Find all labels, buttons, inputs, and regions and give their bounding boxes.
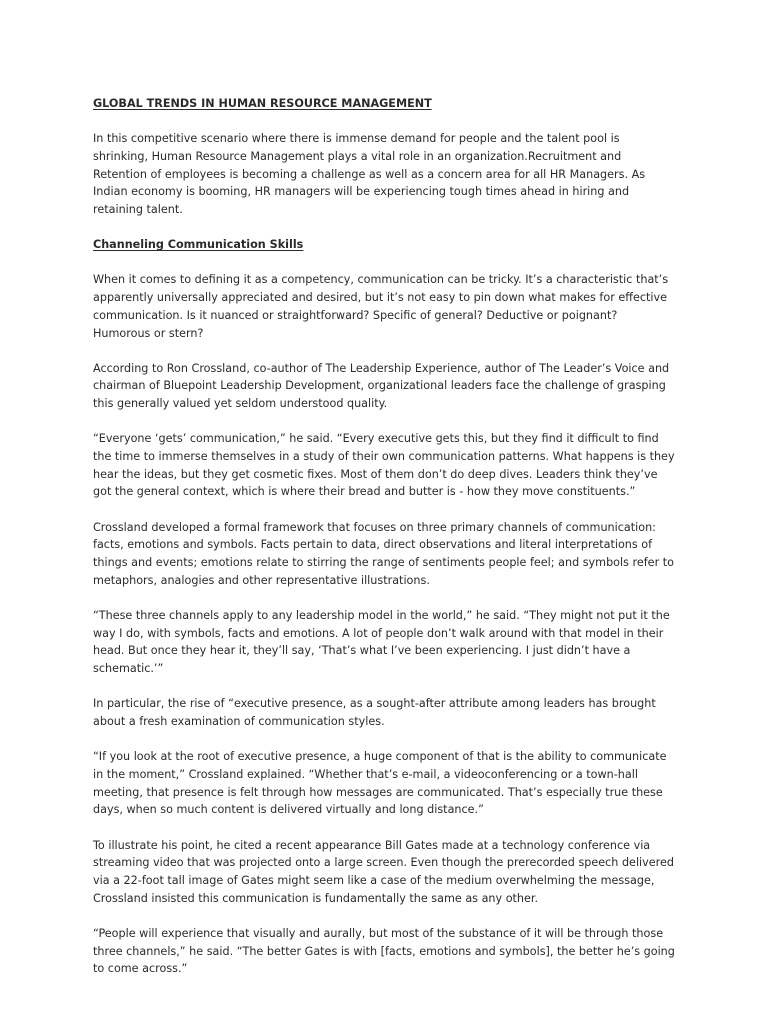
paragraph-9: “People will experience that visually and aurally, but most of the substance of it will be through those three channels,” he said. “The better Gates is with [facts, emotions and symbols], the better he’s going to come across.” (93, 926, 675, 976)
intro-paragraph: In this competitive scenario where there is immense demand for people and the talent pool is shrinking, Human Resource Management plays a vital role in an organization.Recruitment and Retention of employees is becoming a challenge as well as a concern area for all HR Managers. As Indian economy is booming, HR managers will be experiencing tough times ahead in hiring and retaining talent. (93, 132, 646, 217)
section-heading: Channeling Communication Skills (93, 238, 304, 252)
paragraph-6: In particular, the rise of “executive presence, as a sought-after attribute among leaders has brought about a fresh examination of communication styles. (93, 697, 656, 728)
paragraph-2: According to Ron Crossland, co-author of The Leadership Experience, author of The Leader’s Voice and chairman of Bluepoint Leadership Development, organizational leaders face the challenge of grasping this generally valued yet seldom understood quality. (93, 361, 670, 411)
paragraph-5: “These three channels apply to any leadership model in the world,” he said. “They might not put it the way I do, with symbols, facts and emotions. A lot of people don’t walk around with that model in their head. But once they hear it, they’ll say, ‘That’s what I’ve been experiencing. I just didn’t have a schematic.’” (93, 608, 670, 676)
paragraph-7: “If you look at the root of executive presence, a huge component of that is the ability to communicate in the moment,” Crossland explained. “Whether that’s e-mail, a videoconferencing or a town-hall meeting, that presence is felt through how messages are communicated. That’s especially true these days, when so much content is delivered virtually and long distance.” (93, 750, 667, 817)
document-title: GLOBAL TRENDS IN HUMAN RESOURCE MANAGEMENT (93, 97, 432, 110)
paragraph-8: To illustrate his point, he cited a recent appearance Bill Gates made at a technology conference via streaming video that was projected onto a large screen. Even though the prerecorded speech delivered via a 22-foot tall image of Gates might seem like a case of the medium overwhelming the message, Crossland insisted this communication is fundamentally the same as any other. (93, 838, 674, 905)
paragraph-3: “Everyone ‘gets’ communication,” he said. “Every executive gets this, but they find it difficult to find the time to immerse themselves in a study of their own communication patterns. What happens is they hear the ideas, but they get cosmetic fixes. Most of them don’t do deep dives. Leaders think they’ve got the general context, which is where their bread and butter is - how they move constituents.” (93, 432, 675, 499)
paragraph-4: Crossland developed a formal framework that focuses on three primary channels of communication: facts, emotions and symbols. Facts pertain to data, direct observations and literal interpretations of things and events; emotions relate to stirring the range of sentiments people feel; and symbols refer to metaphors, analogies and other representative illustrations. (93, 520, 674, 587)
paragraph-1: When it comes to defining it as a competency, communication can be tricky. It’s a characteristic that’s apparently universally appreciated and desired, but it’s not easy to pin down what makes for effective communication. Is it nuanced or straightforward? Specific of general? Deductive or poignant? Humorous or stern? (93, 273, 669, 340)
document-body (93, 95, 675, 995)
